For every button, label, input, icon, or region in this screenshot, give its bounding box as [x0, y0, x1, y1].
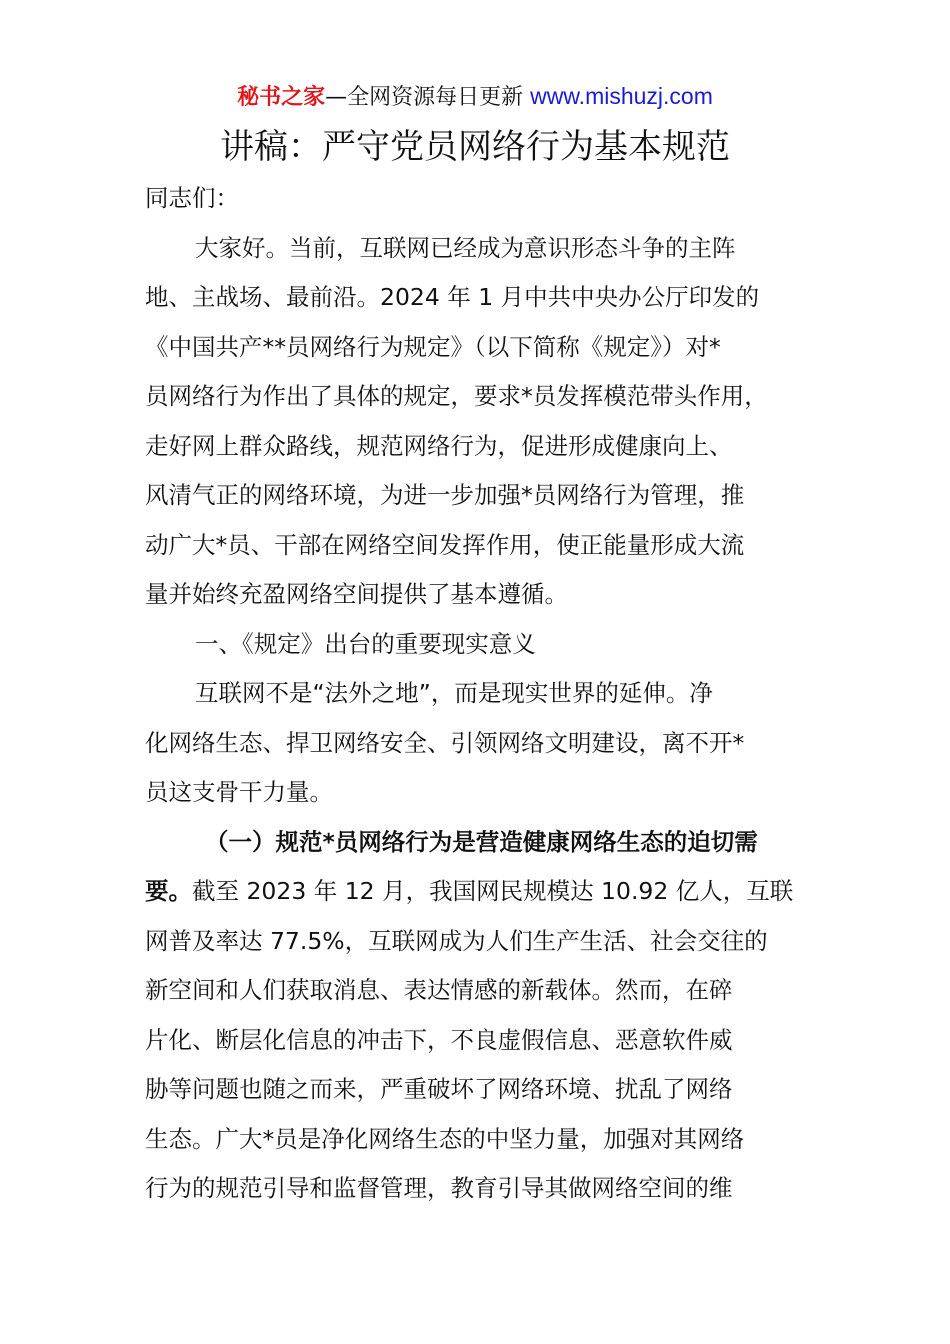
site-brand: 秘书之家 — [237, 85, 326, 110]
paragraph-line: 动广大*员、干部在网络空间发挥作用，使正能量形成大流 — [145, 530, 745, 559]
paragraph-line: 大家好。当前，互联网已经成为意识形态斗争的主阵 — [195, 233, 736, 262]
paragraph-line: 走好网上群众路线，规范网络行为，促进形成健康向上、 — [145, 431, 733, 460]
salutation: 同志们： — [145, 184, 239, 212]
paragraph-line: 地、主战场、最前沿。2024 年 1 月中共中央办公厅印发的 — [145, 283, 760, 311]
subsection-heading-end: 要。 — [145, 877, 192, 905]
document-body — [145, 174, 825, 1214]
paragraph-line: 胁等问题也随之而来，严重破坏了网络环境、扰乱了网络 — [145, 1075, 733, 1103]
paragraph-line: 行为的规范引导和监督管理，教育引导其做网络空间的维 — [145, 1174, 733, 1202]
paragraph-line: 《中国共产**员网络行为规定》（以下简称《规定》）对* — [145, 332, 721, 361]
section-heading: 一、《规定》出台的重要现实意义 — [195, 629, 536, 658]
site-tagline: —全网资源每日更新 — [325, 85, 531, 110]
paragraph-line — [145, 867, 825, 917]
paragraph-line: 风清气正的网络环境，为进一步加强*员网络行为管理，推 — [145, 481, 745, 509]
site-url-link[interactable]: www.mishuzj.com — [530, 83, 713, 109]
paragraph-text: 截至 2023 年 12 月，我国网民规模达 10.92 亿人，互联 — [192, 877, 794, 905]
paragraph-line: 化网络生态、捍卫网络安全、引领网络文明建设，离不开* — [145, 728, 745, 757]
paragraph-line: 互联网不是“法外之地”，而是现实世界的延伸。净 — [195, 679, 713, 707]
paragraph-line: 片化、断层化信息的冲击下，不良虚假信息、恶意软件威 — [145, 1025, 733, 1054]
paragraph-line: 员网络行为作出了具体的规定，要求*员发挥模范带头作用， — [145, 382, 768, 410]
paragraph-line: 网普及率达 77.5%，互联网成为人们生产生活、社会交往的 — [145, 926, 768, 955]
site-header — [0, 80, 950, 114]
subsection-heading: （一）规范*员网络行为是营造健康网络生态的迫切需 — [205, 827, 758, 856]
paragraph-line: 量并始终充盈网络空间提供了基本遵循。 — [145, 580, 568, 608]
paragraph-line: 新空间和人们获取消息、表达情感的新载体。然而，在碎 — [145, 976, 733, 1004]
document-title: 讲稿：严守党员网络行为基本规范 — [220, 127, 730, 167]
paragraph-line: 生态。广大*员是净化网络生态的中坚力量，加强对其网络 — [145, 1124, 745, 1153]
paragraph-line: 员这支骨干力量。 — [145, 778, 333, 806]
